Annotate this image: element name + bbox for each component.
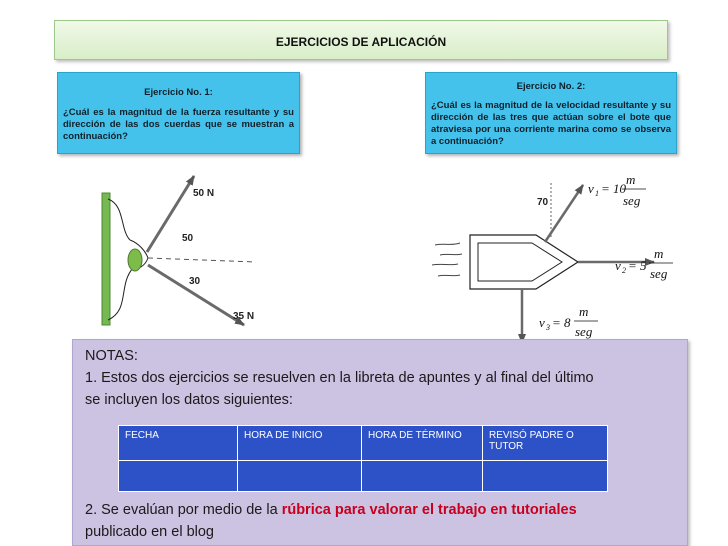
force-label-bottom: 35 N [233,311,255,322]
rubric-link[interactable]: rúbrica para valorar el trabajo en tutoriales [281,502,577,518]
svg-text:seg: seg [650,266,668,281]
exercise-1-diagram [102,176,256,325]
angle-label-bottom: 30 [189,276,201,287]
notes-line-2b: publicado en el blog [85,524,214,540]
reference-line [148,258,256,262]
svg-text:v: v [615,258,621,273]
notes-line-1b: se incluyen los datos siguientes: [85,392,293,408]
page-title: EJERCICIOS DE APLICACIÓN [275,35,447,49]
svg-text:= 5: = 5 [628,258,647,273]
v3-equation [539,304,598,339]
svg-text:= 10: = 10 [601,181,627,196]
svg-text:3: 3 [546,323,550,332]
exercise-2-question: ¿Cuál es la magnitud de la velocidad resultante y su dirección de las tres que actúan sobre el bote que atraviesa por una corriente marina como se observa a continuación? [431,100,671,147]
svg-text:m: m [579,304,589,319]
log-table [118,425,608,492]
cell-hora-inicio[interactable] [238,461,362,492]
svg-text:seg: seg [623,193,641,208]
exercise-1-question: ¿Cuál es la magnitud de la fuerza resultante y su dirección de las dos cuerdas que se muestran a continuación? [63,107,294,142]
col-hora-inicio: HORA DE INICIO [238,426,362,461]
cell-fecha[interactable] [119,461,238,492]
notes-line-2-pre: 2. Se evalúan por medio de la [85,502,282,518]
velocity-vector-v1 [545,185,583,242]
svg-text:= 8: = 8 [552,315,571,330]
exercise-1-header: Ejercicio No. 1: [144,87,213,98]
svg-text:1: 1 [595,189,599,198]
v2-equation [615,246,673,281]
notes-box [72,339,688,546]
notes-title: NOTAS: [85,348,138,364]
cell-hora-termino[interactable] [362,461,483,492]
svg-text:m: m [626,172,636,187]
exercise-2-header: Ejercicio No. 2: [516,81,586,92]
knot [128,249,142,271]
col-hora-termino: HORA DE TÉRMINO [362,426,483,461]
col-fecha: FECHA [119,426,238,461]
force-label-top: 50 N [193,188,215,199]
notes-line-1a: 1. Estos dos ejercicios se resuelven en la libreta de apuntes y al final del último [85,370,594,386]
current-lines [432,243,462,276]
svg-text:v: v [539,315,545,330]
angle-label-70: 70 [537,197,549,208]
v1-equation [588,172,646,208]
force-vector-bottom [148,265,244,325]
cell-reviso[interactable] [483,461,608,492]
svg-text:v: v [588,181,594,196]
notes-line-2a [85,502,577,518]
exercise-2-diagram [432,172,673,343]
svg-text:2: 2 [622,266,626,275]
svg-text:seg: seg [575,324,593,339]
angle-label-top: 50 [182,233,194,244]
svg-text:m: m [654,246,664,261]
col-reviso: REVISÓ PADRE O TUTOR [483,426,608,461]
wall [102,193,110,325]
